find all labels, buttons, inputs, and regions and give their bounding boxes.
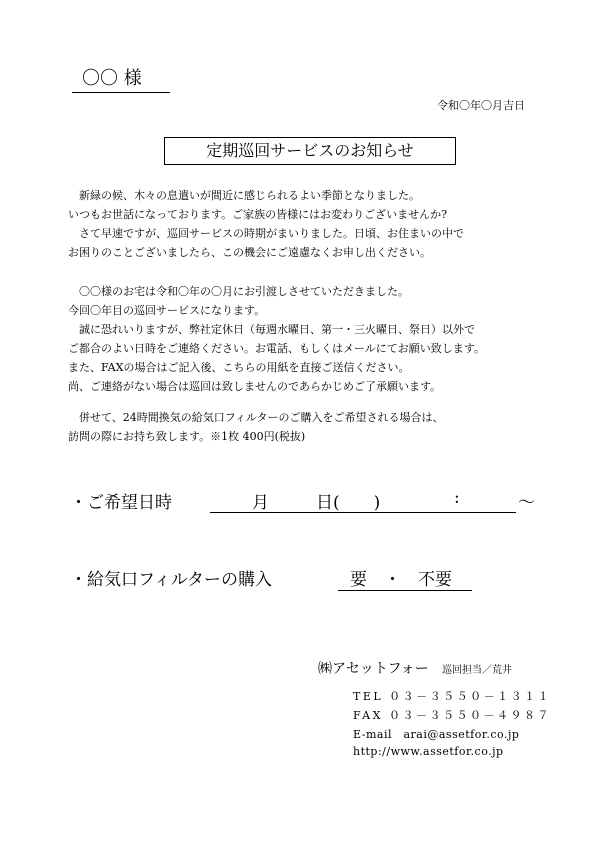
time-range-tilde: 〜: [518, 493, 535, 513]
paragraph-line: 訪問の際にお持ち致します。※1枚 400円(税抜): [68, 430, 306, 443]
recipient-name: 〇〇 様: [72, 64, 170, 93]
filter-purchase-options[interactable]: 要 ・ 不要: [338, 565, 472, 591]
paragraph-line: 誠に恐れいりますが、弊社定休日（毎週水曜日、第一・三火曜日、祭日）以外で: [68, 323, 475, 336]
preferred-datetime-row: [70, 488, 535, 513]
preferred-datetime-label: ・ご希望日時: [70, 493, 172, 513]
paragraph-line: 今回〇年目の巡回サービスになります。: [68, 304, 266, 317]
filter-paragraph: [68, 408, 568, 446]
paragraph-line: 新緑の候、木々の息遣いが間近に感じられるよい季節となりました。: [68, 189, 420, 202]
filter-purchase-row: [70, 565, 452, 590]
paragraph-line: ご都合のよい日時をご連絡ください。お電話、もしくはメールにてお願い致します。: [68, 342, 485, 355]
month-label: 月: [252, 493, 269, 513]
time-colon: :: [454, 488, 460, 508]
paragraph-line: 尚、ご連絡がない場合は巡回は致しませんのであらかじめご了承願います。: [68, 380, 442, 393]
greeting-paragraph: [68, 186, 568, 262]
day-label: 日( ): [316, 493, 381, 513]
phone-number: TEL ０３－３５５０－１３１１: [353, 690, 552, 703]
filter-purchase-label: ・給気口フィルターの購入: [70, 570, 272, 590]
paragraph-line: 併せて、24時間換気の給気口フィルターのご購入をご希望される場合は、: [68, 411, 444, 424]
company-name: ㈱アセットフォー: [318, 661, 429, 677]
paragraph-line: さて早速ですが、巡回サービスの時期がまいりました。日頃、お住まいの中で: [68, 227, 464, 240]
email-address: E-mail arai@assetfor.co.jp: [353, 728, 520, 741]
paragraph-line: また、FAXの場合はご記入後、こちらの用紙を直接ご送信ください。: [68, 361, 410, 374]
paragraph-line: お困りのことございましたら、この機会にご遠慮なくお申し出ください。: [68, 246, 431, 259]
website-url: http://www.assetfor.co.jp: [353, 745, 504, 758]
document-title: 定期巡回サービスのお知らせ: [164, 137, 456, 165]
paragraph-line: 〇〇様のお宅は令和〇年の〇月にお引渡しさせていただきました。: [68, 285, 409, 298]
document-date: 令和〇年〇月吉日: [437, 99, 525, 112]
paragraph-line: いつもお世話になっております。ご家族の皆様にはお変わりございませんか?: [68, 208, 448, 221]
fax-number: FAX ０３－３５５０－４９８７: [353, 709, 551, 722]
service-paragraph: [68, 282, 568, 396]
staff-name: 巡回担当／荒井: [442, 665, 512, 676]
